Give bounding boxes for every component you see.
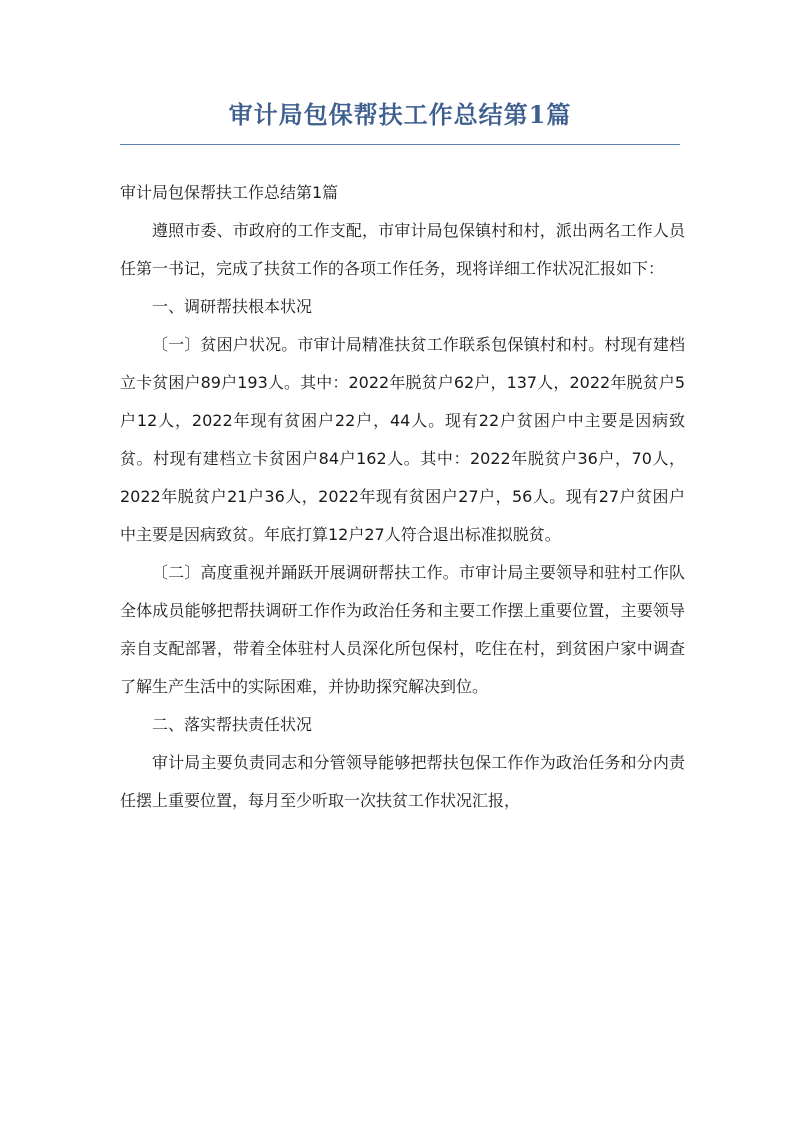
document-subtitle: 审计局包保帮扶工作总结第1篇	[120, 183, 339, 202]
title-divider	[120, 144, 680, 145]
paragraph-responsibility: 审计局主要负责同志和分管领导能够把帮扶包保工作作为政治任务和分内责任摆上重要位置，每月至少听取一次扶贫工作状况汇报，	[120, 753, 685, 810]
section-heading-1: 一、调研帮扶根本状况	[152, 297, 313, 316]
section-heading-2: 二、落实帮扶责任状况	[152, 715, 313, 734]
paragraph-research-work: 〔二〕高度重视并踊跃开展调研帮扶工作。市审计局主要领导和驻村工作队全体成员能够把帮扶调研工作作为政治任务和主要工作摆上重要位置，主要领导亲自支配部署，带着全体驻村人员深化所包保村，吃住在村，到贫困户家中调查了解生产生活中的实际困难，并协助探究解决到位。	[120, 563, 685, 696]
document-title: 审计局包保帮扶工作总结第1篇	[228, 100, 572, 129]
paragraph-poverty-status: 〔一〕贫困户状况。市审计局精准扶贫工作联系包保镇村和村。村现有建档立卡贫困户89户193人。其中：2022年脱贫户62户，137人，2022年脱贫户5户12人，2022年现有贫困户22户，44人。现有22户贫困户中主要是因病致贫。村现有建档立卡贫困户84户162人。其中：2022年脱贫户36户，70人，2022年脱贫户21户36人，2022年现有贫困户27户，56人。现有27户贫困户中主要是因病致贫。年底打算12户27人符合退出标准拟脱贫。	[120, 335, 685, 544]
paragraph-intro: 遵照市委、市政府的工作支配，市审计局包保镇村和村，派出两名工作人员任第一书记，完成了扶贫工作的各项工作任务，现将详细工作状况汇报如下：	[120, 221, 685, 278]
document-body	[120, 174, 685, 820]
